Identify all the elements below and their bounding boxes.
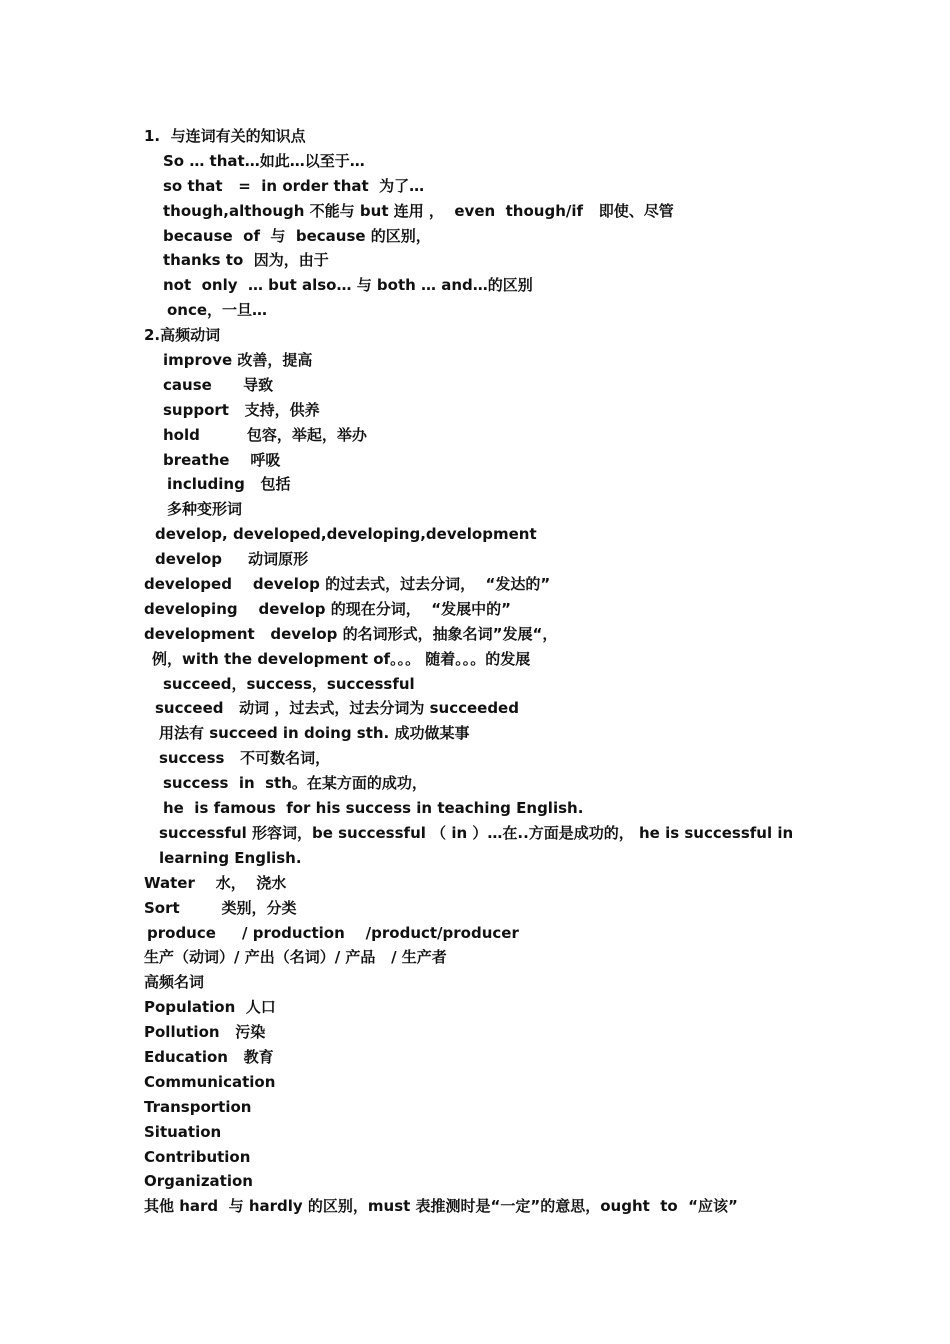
text-line: So … that…如此…以至于… (163, 151, 365, 170)
text-line: Communication (144, 1072, 276, 1091)
text-line: thanks to 因为，由于 (163, 251, 329, 270)
text-line: support 支持，供养 (163, 400, 320, 419)
text-line: hold 包容，举起，举办 (163, 425, 367, 444)
text-line: including 包括 (167, 475, 291, 494)
text-line: Transportion (144, 1097, 252, 1116)
text-line: once，一旦… (167, 301, 268, 320)
text-line: development develop 的名词形式，抽象名词”发展“， (144, 624, 558, 643)
text-line: Sort 类别，分类 (144, 898, 297, 917)
text-line: succeed，success，successful (163, 674, 415, 693)
text-line: breathe 呼吸 (163, 450, 281, 469)
text-line: Water 水， 浇水 (144, 873, 287, 892)
text-line: developed develop 的过去式，过去分词， “发达的” (144, 575, 551, 594)
text-line: success in sth。在某方面的成功， (163, 774, 427, 793)
text-line: successful 形容词，be successful （ in ）…在..方面是成功的， he is successful in learning English. (159, 823, 794, 867)
text-line: he is famous for his success in teaching English. (163, 799, 584, 818)
text-line-wrapped (144, 821, 824, 871)
text-line: Population 人口 (144, 998, 276, 1017)
text-line: because of 与 because 的区别， (163, 226, 431, 245)
text-line: not only … but also… 与 both … and…的区别 (163, 276, 533, 295)
text-line: improve 改善，提高 (163, 351, 313, 370)
text-line: Pollution 污染 (144, 1023, 266, 1042)
section-heading-verbs: 2.高频动词 (144, 326, 221, 345)
text-line: 其他 hard 与 hardly 的区别，must 表推测时是“一定”的意思，ought to “应该” (144, 1197, 738, 1216)
section-heading-nouns: 高频名词 (144, 973, 205, 992)
text-line: Organization (144, 1172, 253, 1191)
document-body (144, 124, 824, 1219)
text-line: cause 导致 (163, 375, 274, 394)
text-line: Contribution (144, 1147, 251, 1166)
text-line: Situation (144, 1122, 222, 1141)
section-heading-conjunctions: 1. 与连词有关的知识点 (144, 127, 306, 145)
text-line: so that = in order that 为了… (163, 176, 425, 195)
text-line: produce / production /product/producer (147, 923, 519, 942)
text-line: though,although 不能与 but 连用 ， even though/if 即使、尽管 (163, 201, 674, 220)
text-line: 例，with the development of。。。 随着。。。的发展 (152, 649, 531, 668)
text-line: succeed 动词 ，过去式，过去分词为 succeeded (155, 699, 519, 718)
text-line: develop, developed,developing,development (155, 525, 537, 544)
text-line: 用法有 succeed in doing sth. 成功做某事 (159, 724, 470, 743)
text-line: success 不可数名词， (159, 749, 331, 768)
text-line: develop 动词原形 (155, 550, 309, 569)
text-line: 生产（动词）/ 产出（名词）/ 产品 / 生产者 (144, 948, 447, 967)
text-line: developing develop 的现在分词， “发展中的” (144, 599, 511, 618)
text-line: Education 教育 (144, 1047, 274, 1066)
subsection-heading-word-forms: 多种变形词 (167, 500, 243, 519)
